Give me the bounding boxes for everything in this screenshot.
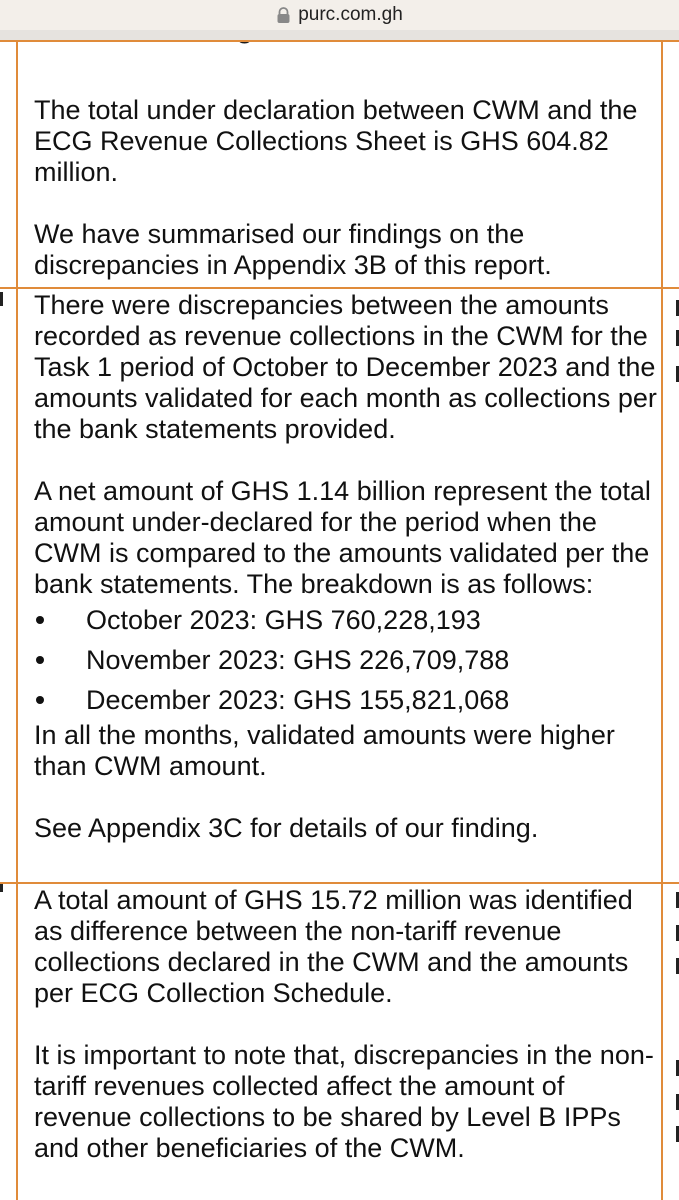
browser-url-bar[interactable]	[0, 0, 679, 30]
table-border-top	[0, 40, 679, 42]
adjacent-cell-text-fragment	[0, 884, 3, 892]
url-display[interactable]	[276, 4, 403, 26]
adjacent-cell-text-fragment	[0, 292, 3, 306]
list-item-text: December 2023: GHS 155,821,068	[86, 685, 510, 715]
finding-paragraph: In all the months, validated amounts were higher than CWM amount.	[34, 720, 615, 781]
finding-paragraph: A net amount of GHS 1.14 billion represent the total amount under-declared for the period when the CWM is compared to the amounts validated per the bank statements. The breakdown is as follows:	[34, 476, 651, 599]
finding-paragraph: There were discrepancies between the amounts recorded as revenue collections in the CWM for the Task 1 period of October to December 2023 and the amounts validated for each month as collections per the bank statements provided.	[34, 290, 657, 444]
list-item	[34, 680, 664, 720]
url-text: purc.com.gh	[298, 4, 403, 25]
appendix-reference: See Appendix 3C for details of our finding.	[34, 813, 539, 843]
finding-paragraph: A total amount of GHS 15.72 million was identified as difference between the non-tariff revenue collections declared in the CWM and the amounts per ECG Collection Schedule.	[34, 885, 633, 1008]
row-divider	[0, 287, 679, 289]
row-divider	[0, 882, 679, 884]
finding-cell-3	[34, 885, 664, 1164]
list-item	[34, 600, 664, 640]
bullet-icon	[36, 616, 44, 624]
monthly-breakdown-list	[34, 600, 664, 720]
bullet-icon	[36, 696, 44, 704]
column-border-left	[16, 42, 18, 1200]
list-item-text: November 2023: GHS 226,709,788	[86, 645, 510, 675]
finding-cell-1	[34, 95, 664, 281]
lock-icon	[276, 7, 291, 24]
list-item	[34, 640, 664, 680]
finding-paragraph: The total under declaration between CWM and the ECG Revenue Collections Sheet is GHS 604.82 million.	[34, 95, 638, 187]
finding-paragraph: It is important to note that, discrepancies in the non-tariff revenues collected affect the amount of revenue collections to be shared by Level B IPPs and other beneficiaries of the CWM.	[34, 1040, 654, 1163]
bullet-icon	[36, 656, 44, 664]
finding-cell-2	[34, 290, 664, 844]
list-item-text: October 2023: GHS 760,228,193	[86, 605, 481, 635]
finding-paragraph: We have summarised our findings on the discrepancies in Appendix 3B of this report.	[34, 219, 552, 280]
